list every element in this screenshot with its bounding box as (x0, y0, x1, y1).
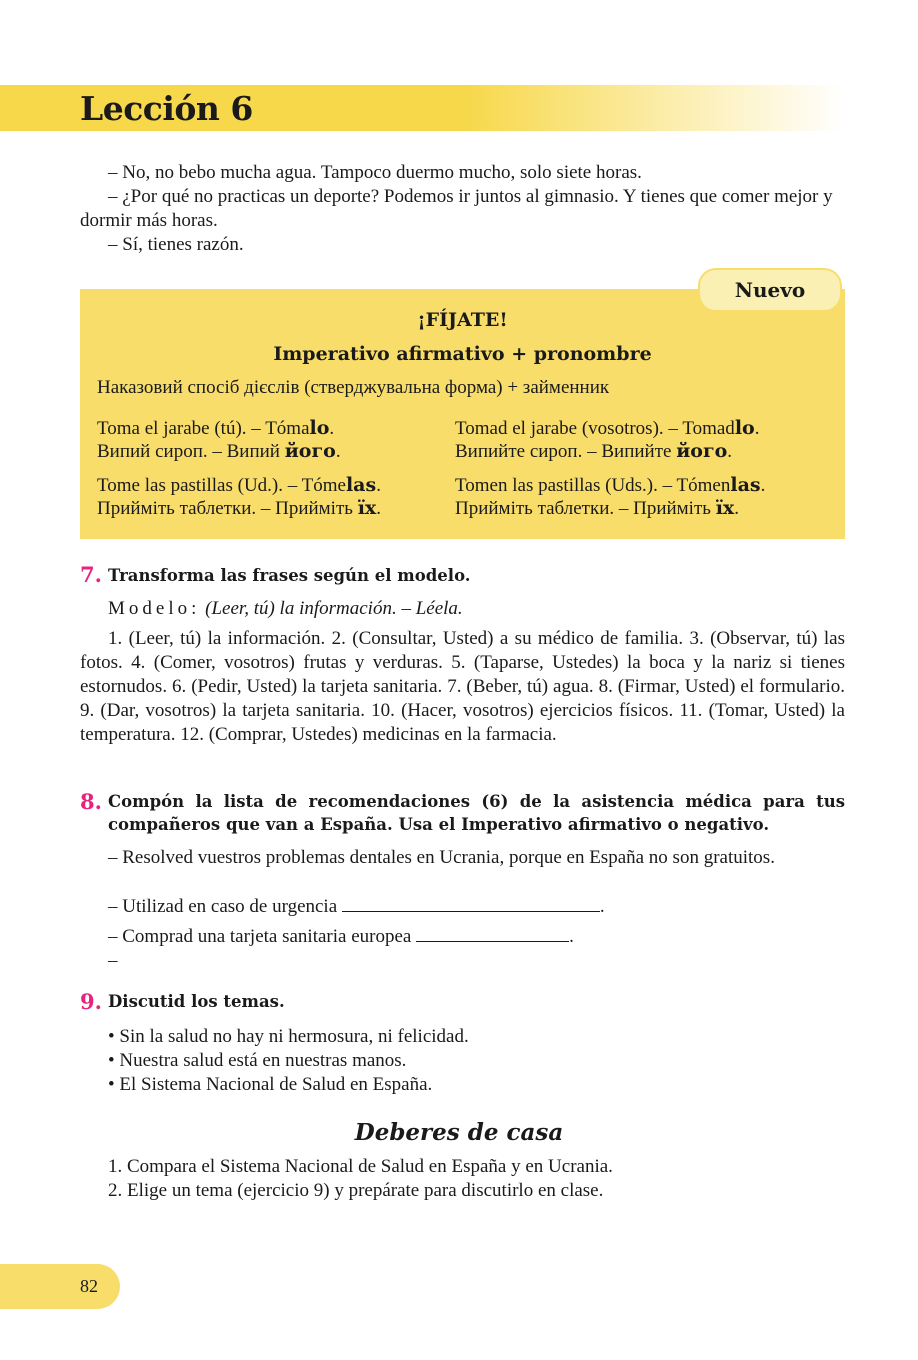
grammar-box-translation: Наказовий спосіб дієслів (стверджувальна форма) + займенник (97, 377, 610, 398)
topics-list (108, 1025, 469, 1097)
grammar-box (80, 289, 845, 539)
example-es: Tomad el jarabe (vosotros). – Tomadlo. (455, 417, 760, 439)
answer-blank[interactable] (416, 925, 569, 942)
modelo-label: Modelo: (108, 598, 201, 619)
page-number-tab (0, 1264, 120, 1309)
exercise-number: 8. (80, 789, 102, 814)
exercise-body: 1. (Leer, tú) la información. 2. (Consultar, Usted) a su médico de familia. 3. (Observar, tú) las fotos. 4. (Comer, vosotros) frutas y verduras. 5. (Taparse, Ustedes) la boca y la nariz si tienes estornudos. 6. (Pedir, Usted) la tarjeta sanitaria. 7. (Beber, tú) agua. 8. (Firmar, Usted) el formulario. 9. (Dar, vosotros) la tarjeta sanitaria. 10. (Hacer, vosotros) ejercicios físicos. 11. (Tomar, Usted) la temperatura. 12. (Comprar, Ustedes) medicinas en la farmacia. (80, 628, 845, 745)
dialogue-line: – Sí, tienes razón. (108, 234, 244, 255)
homework-item: 2. Elige un tema (ejercicio 9) y prepárate para discutirlo en clase. (108, 1180, 604, 1201)
modelo-text: (Leer, tú) la información. – Léela. (205, 598, 463, 619)
homework-item: 1. Compara el Sistema Nacional de Salud en España y en Ucrania. (108, 1156, 613, 1177)
recommendation-line: – Utilizad en caso de urgencia . (108, 896, 605, 917)
example-es: Tome las pastillas (Ud.). – Tómelas. (97, 474, 381, 496)
example-uk: Прийміть таблетки. – Прийміть їх. (455, 497, 739, 519)
recommendation-line: – Resolved vuestros problemas dentales en Ucrania, porque en España no son gratuitos. (108, 847, 775, 868)
exercise-number: 9. (80, 989, 102, 1014)
dialogue-line: – No, no bebo mucha agua. Tampoco duermo mucho, solo siete horas. (108, 162, 642, 183)
exercise-number: 7. (80, 562, 102, 587)
example-uk: Випийте сироп. – Випийте його. (455, 440, 733, 462)
answer-blank[interactable] (342, 895, 600, 912)
modelo (108, 597, 845, 621)
nuevo-tab: Nuevo (698, 268, 842, 312)
recommendation-line: – (108, 950, 118, 971)
example-uk: Випий сироп. – Випий його. (97, 440, 341, 462)
homework-title: Deberes de casa (354, 1119, 564, 1146)
dialogue-line: – ¿Por qué no practicas un deporte? Podemos ir juntos al gimnasio. Y tienes que comer mejor y dormir más horas. (80, 186, 833, 231)
exercise-title: Discutid los temas. (108, 992, 285, 1011)
grammar-box-title: ¡FÍJATE! (417, 309, 508, 331)
example-uk: Прийміть таблетки. – Прийміть їх. (97, 497, 381, 519)
list-item: • Nuestra salud está en nuestras manos. (108, 1050, 407, 1071)
example-es: Toma el jarabe (tú). – Tómalo. (97, 417, 335, 439)
example-es: Tomen las pastillas (Uds.). – Tómenlas. (455, 474, 766, 496)
recommendation-line: – Comprad una tarjeta sanitaria europea . (108, 926, 574, 947)
list-item: • Sin la salud no hay ni hermosura, ni felicidad. (108, 1026, 469, 1047)
exercise-title: Transforma las frases según el modelo. (108, 566, 471, 585)
list-item: • El Sistema Nacional de Salud en España. (108, 1074, 433, 1095)
page-number: 82 (80, 1276, 98, 1296)
exercise-title: Compón la lista de recomendaciones (6) de la asistencia médica para tus compañeros que van a España. Usa el Imperativo afirmativo o negativo. (108, 792, 845, 834)
lesson-title: Lección 6 (80, 89, 253, 128)
grammar-box-subtitle: Imperativo afirmativo + pronombre (273, 343, 652, 365)
